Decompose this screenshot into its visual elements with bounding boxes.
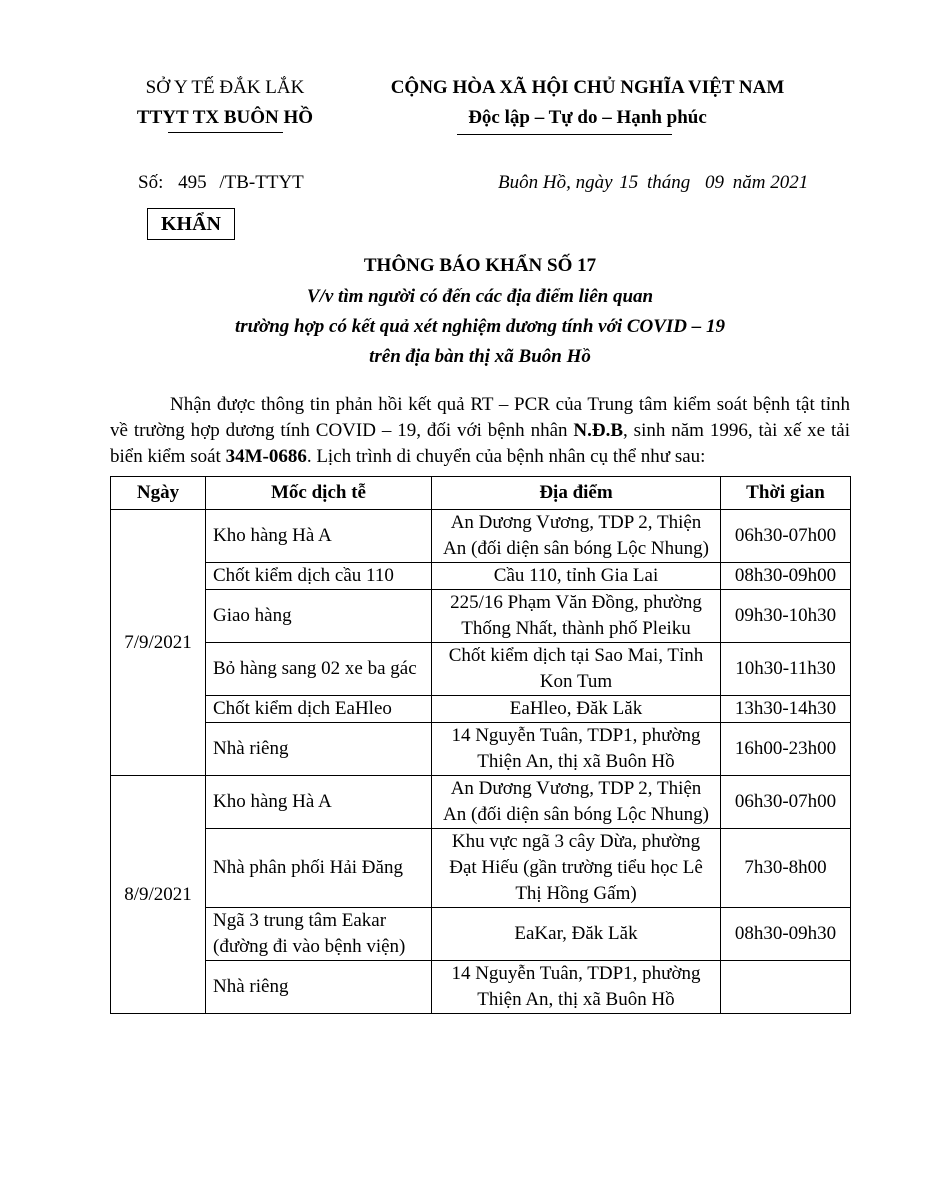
- milestone-cell: Chốt kiểm dịch EaHleo: [206, 696, 432, 723]
- location-cell: Cầu 110, tỉnh Gia Lai: [432, 563, 721, 590]
- time-cell: 09h30-10h30: [721, 590, 851, 643]
- table-row: [111, 590, 851, 643]
- milestone-cell: Nhà phân phối Hải Đăng: [206, 829, 432, 908]
- table-row: [111, 961, 851, 1014]
- time-cell: 16h00-23h00: [721, 723, 851, 776]
- issuing-center: TTYT TX BUÔN HỒ: [136, 107, 314, 128]
- document-number-value: 495: [178, 172, 207, 193]
- date-year: năm 2021: [732, 172, 809, 193]
- time-cell: [721, 961, 851, 1014]
- notice-subject-line-3: trên địa bàn thị xã Buôn Hồ: [369, 346, 591, 367]
- time-cell: 06h30-07h00: [721, 510, 851, 563]
- time-cell: 08h30-09h00: [721, 563, 851, 590]
- milestone-cell: Nhà riêng: [206, 723, 432, 776]
- table-row: [111, 696, 851, 723]
- milestone-cell: Ngã 3 trung tâm Eakar (đường đi vào bệnh viện): [206, 908, 432, 961]
- itinerary-table: [110, 476, 851, 1014]
- document-number-suffix: /TB-TTYT: [219, 172, 304, 193]
- milestone-cell: Giao hàng: [206, 590, 432, 643]
- milestone-cell: Kho hàng Hà A: [206, 510, 432, 563]
- notice-subject-line-2: trường hợp có kết quả xét nghiệm dương tính với COVID – 19: [234, 316, 726, 337]
- time-cell: 13h30-14h30: [721, 696, 851, 723]
- location-cell: EaKar, Đăk Lăk: [432, 908, 721, 961]
- table-header-row: [111, 477, 851, 510]
- date-month: 09: [705, 172, 725, 193]
- document-number-label: Số:: [138, 172, 164, 193]
- location-cell: EaHleo, Đăk Lăk: [432, 696, 721, 723]
- table-row: [111, 643, 851, 696]
- time-cell: 10h30-11h30: [721, 643, 851, 696]
- document-number: [138, 172, 304, 194]
- table-row: [111, 723, 851, 776]
- intro-text-1: Nhận được thông tin phản hồi kết quả RT – PCR của Trung tâm kiểm soát bệnh tật tỉnh về trường hợp dương tính COVID – 19, đối với bệnh nhân: [110, 394, 850, 441]
- patient-code: N.Đ.B: [573, 420, 624, 441]
- intro-paragraph: [110, 392, 850, 470]
- national-title: CỘNG HÒA XÃ HỘI CHỦ NGHĨA VIỆT NAM: [390, 77, 785, 98]
- time-cell: 06h30-07h00: [721, 776, 851, 829]
- location-cell: 14 Nguyễn Tuân, TDP1, phường Thiện An, thị xã Buôn Hồ: [432, 723, 721, 776]
- milestone-cell: Chốt kiểm dịch cầu 110: [206, 563, 432, 590]
- place-date: [498, 172, 808, 194]
- table-row: [111, 829, 851, 908]
- time-cell: 7h30-8h00: [721, 829, 851, 908]
- milestone-cell: Bỏ hàng sang 02 xe ba gác: [206, 643, 432, 696]
- header-time: Thời gian: [721, 477, 851, 510]
- date-month-label: tháng: [647, 172, 691, 193]
- date-day: 15: [619, 172, 639, 193]
- header-location: Địa điểm: [432, 477, 721, 510]
- notice-subject-line-1: V/v tìm người có đến các địa điểm liên quan: [306, 286, 654, 307]
- time-cell: 08h30-09h30: [721, 908, 851, 961]
- table-row: [111, 776, 851, 829]
- date-cell: 7/9/2021: [111, 510, 206, 776]
- milestone-cell: Nhà riêng: [206, 961, 432, 1014]
- location-cell: 225/16 Phạm Văn Đồng, phường Thống Nhất, thành phố Pleiku: [432, 590, 721, 643]
- intro-text-2: , sinh năm 1996, tài xế xe tải biển kiểm soát: [110, 420, 850, 467]
- table-row: [111, 563, 851, 590]
- location-cell: An Dương Vương, TDP 2, Thiện An (đối diện sân bóng Lộc Nhung): [432, 510, 721, 563]
- location-cell: Chốt kiểm dịch tại Sao Mai, Tỉnh Kon Tum: [432, 643, 721, 696]
- milestone-cell: Kho hàng Hà A: [206, 776, 432, 829]
- license-plate: 34M-0686: [225, 446, 307, 467]
- national-motto: Độc lập – Tự do – Hạnh phúc: [468, 107, 707, 128]
- date-cell: 8/9/2021: [111, 776, 206, 1014]
- left-header-underline: [168, 132, 283, 133]
- location-cell: An Dương Vương, TDP 2, Thiện An (đối diện sân bóng Lộc Nhung): [432, 776, 721, 829]
- issuing-department: SỞ Y TẾ ĐẮK LẮK: [145, 77, 305, 98]
- table-row: [111, 908, 851, 961]
- table-row: [111, 510, 851, 563]
- location-cell: 14 Nguyễn Tuân, TDP1, phường Thiện An, thị xã Buôn Hồ: [432, 961, 721, 1014]
- place-date-prefix: Buôn Hồ, ngày: [498, 172, 613, 193]
- intro-text-3: . Lịch trình di chuyển của bệnh nhân cụ thể như sau:: [306, 446, 706, 467]
- right-header-underline: [457, 134, 672, 135]
- header-date: Ngày: [111, 477, 206, 510]
- header-milestone: Mốc dịch tễ: [206, 477, 432, 510]
- location-cell: Khu vực ngã 3 cây Dừa, phường Đạt Hiếu (gần trường tiểu học Lê Thị Hồng Gấm): [432, 829, 721, 908]
- notice-title: THÔNG BÁO KHẨN SỐ 17: [363, 255, 597, 276]
- urgent-stamp: KHẨN: [147, 208, 235, 240]
